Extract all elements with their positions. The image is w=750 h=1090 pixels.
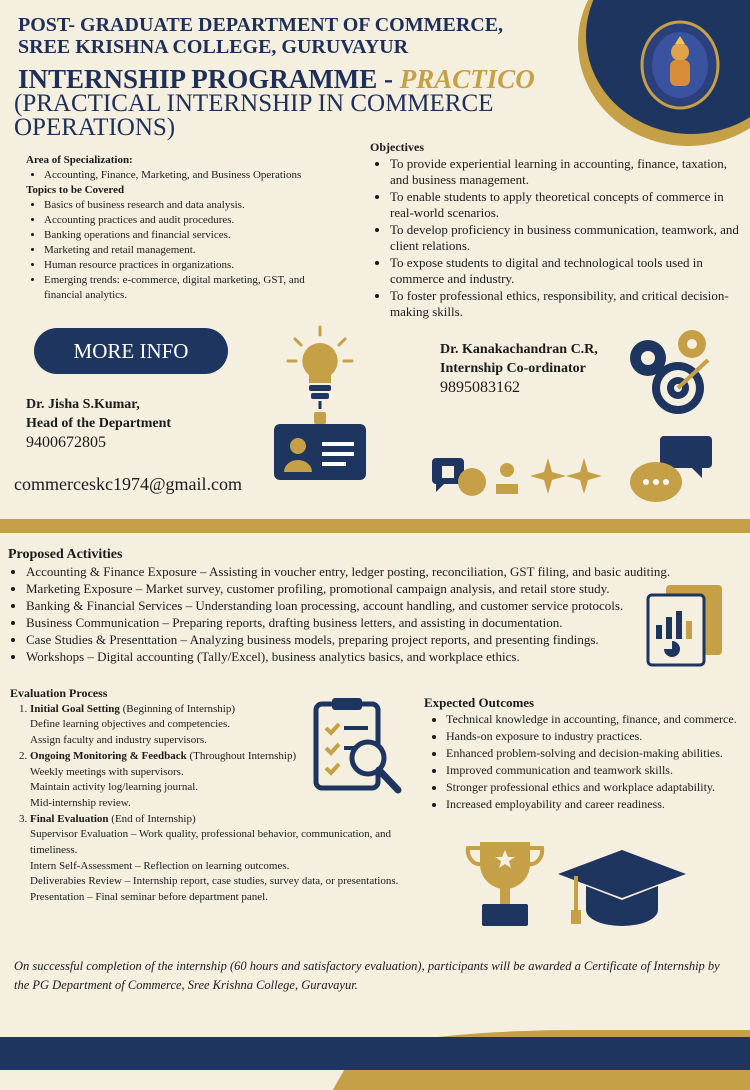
objectives-list bbox=[370, 156, 740, 321]
outcomes-section bbox=[424, 694, 744, 813]
step-line: Weekly meetings with supervisors. bbox=[30, 765, 184, 778]
programme-subtitle: (PRACTICAL INTERNSHIP IN COMMERCE OPERATIONS) bbox=[14, 90, 494, 141]
evaluation-step bbox=[30, 812, 410, 906]
list-item: • Business Communication – Preparing reports, drafting business letters, and assisting in documentation. bbox=[26, 614, 698, 631]
trophy-icon bbox=[464, 838, 546, 928]
id-card-icon bbox=[274, 412, 366, 480]
list-item: • Basics of business research and data analysis. bbox=[44, 198, 326, 213]
department-line-2: SREE KRISHNA COLLEGE, GURUVAYUR bbox=[18, 36, 409, 58]
step-when: (Beginning of Internship) bbox=[119, 702, 236, 715]
step-line: Assign faculty and industry supervisors. bbox=[30, 734, 207, 747]
department-line-1: POST- GRADUATE DEPARTMENT OF COMMERCE, bbox=[18, 14, 504, 36]
step-title: Ongoing Monitoring & Feedback bbox=[30, 749, 187, 762]
feedback-icons bbox=[430, 452, 610, 504]
programme-name: PRACTICO bbox=[399, 64, 535, 94]
section-divider bbox=[0, 519, 750, 533]
topics-heading: Topics to be Covered bbox=[26, 184, 125, 196]
evaluation-heading: Evaluation Process bbox=[10, 686, 108, 700]
step-when: (Throughout Internship) bbox=[186, 749, 297, 762]
activities-heading: Proposed Activities bbox=[8, 547, 123, 562]
list-item: • To provide experiential learning in accounting, finance, taxation, and business management. bbox=[390, 156, 740, 189]
list-item: • Improved communication and teamwork skills. bbox=[446, 762, 744, 779]
lightbulb-icon bbox=[285, 325, 355, 410]
list-item: • Technical knowledge in accounting, finance, and commerce. bbox=[446, 711, 744, 728]
list-item: • Enhanced problem-solving and decision-making abilities. bbox=[446, 745, 744, 762]
activities-section bbox=[8, 546, 698, 665]
college-emblem-icon bbox=[640, 20, 720, 110]
list-item: • Emerging trends: e-commerce, digital marketing, GST, and financial analytics. bbox=[44, 273, 326, 303]
hod-contact bbox=[26, 395, 171, 452]
list-item: • Human resource practices in organizations. bbox=[44, 258, 326, 273]
step-title: Initial Goal Setting bbox=[30, 702, 120, 715]
chat-bubbles-icon bbox=[628, 434, 714, 506]
list-item: • Accounting practices and audit procedures. bbox=[44, 213, 326, 228]
step-line: Deliverabies Review – Internship report, case studies, survey data, or presentations. bbox=[30, 875, 399, 888]
step-line: Intern Self-Assessment – Reflection on learning outcomes. bbox=[30, 859, 290, 872]
coordinator-contact bbox=[440, 340, 598, 397]
list-item: • Marketing and retail management. bbox=[44, 243, 326, 258]
report-charts-icon bbox=[644, 585, 726, 667]
step-line: Supervisor Evaluation – Work quality, professional behavior, communication, and timeliness. bbox=[30, 828, 391, 857]
step-line: Mid-internship review. bbox=[30, 796, 131, 809]
outcomes-list bbox=[424, 711, 744, 813]
activities-list bbox=[8, 563, 698, 665]
certificate-note: On successful completion of the internship (60 hours and satisfactory evaluation), participants will be awarded a Certificate of Internship by the PG Department of Commerce, Sree Krishna College, Guravayur. bbox=[14, 959, 720, 992]
topics-section bbox=[26, 153, 326, 303]
clipboard-checklist-icon bbox=[312, 696, 404, 794]
graduation-cap-icon bbox=[556, 848, 688, 928]
topics-list bbox=[26, 198, 326, 303]
more-info-button[interactable]: MORE INFO bbox=[34, 328, 228, 374]
list-item: • Hands-on exposure to industry practices. bbox=[446, 728, 744, 745]
step-line: Define learning objectives and competencies. bbox=[30, 718, 231, 731]
hod-title: Head of the Department bbox=[26, 416, 172, 431]
email-address: commerceskc1974@gmail.com bbox=[14, 474, 243, 494]
hod-phone: 9400672805 bbox=[26, 434, 106, 451]
list-item: • To foster professional ethics, responsibility, and critical decision-making skills. bbox=[390, 288, 740, 321]
coordinator-phone: 9895083162 bbox=[440, 379, 520, 396]
step-line: Maintain activity log/learning journal. bbox=[30, 781, 199, 794]
objectives-heading: Objectives bbox=[370, 140, 424, 154]
list-item: • Accounting, Finance, Marketing, and Business Operations bbox=[44, 168, 326, 183]
step-when: (End of Internship) bbox=[108, 812, 196, 825]
hod-name: Dr. Jisha S.Kumar, bbox=[26, 397, 140, 412]
list-item: • To expose students to digital and technological tools used in commerce and industry. bbox=[390, 255, 740, 288]
gears-target-icon bbox=[628, 326, 714, 416]
list-item: • Banking & Financial Services – Understanding loan processing, account handling, and customer service protocols. bbox=[26, 597, 698, 614]
list-item: • To enable students to apply theoretical concepts of commerce in real-world scenarios. bbox=[390, 189, 740, 222]
list-item: • Workshops – Digital accounting (Tally/Excel), business analytics basics, and workplace ethics. bbox=[26, 648, 698, 665]
list-item: • Banking operations and financial services. bbox=[44, 228, 326, 243]
step-line: Presentation – Final seminar before department panel. bbox=[30, 891, 268, 904]
specialization-heading: Area of Specialization: bbox=[26, 154, 133, 166]
programme-prefix: INTERNSHIP PROGRAMME - bbox=[18, 64, 400, 94]
list-item: • Stronger professional ethics and workplace adaptability. bbox=[446, 779, 744, 796]
list-item: • Increased employability and career readiness. bbox=[446, 796, 744, 813]
department-heading bbox=[18, 14, 503, 58]
specialization-list bbox=[26, 168, 326, 183]
step-title: Final Evaluation bbox=[30, 812, 109, 825]
list-item: • Marketing Exposure – Market survey, customer profiling, promotional campaign analysis, and retail store study. bbox=[26, 580, 698, 597]
objectives-section bbox=[370, 139, 740, 321]
outcomes-heading: Expected Outcomes bbox=[424, 695, 535, 710]
footer-navy-band bbox=[0, 1037, 750, 1070]
list-item: • To develop proficiency in business communication, teamwork, and client relations. bbox=[390, 222, 740, 255]
coordinator-name: Dr. Kanakachandran C.R, bbox=[440, 342, 598, 357]
list-item: • Accounting & Finance Exposure – Assisting in voucher entry, ledger posting, reconciliation, GST filing, and basic auditing. bbox=[26, 563, 698, 580]
list-item: • Case Studies & Presenttation – Analyzing business models, preparing project reports, and presenting findings. bbox=[26, 631, 698, 648]
coordinator-title: Internship Co-ordinator bbox=[440, 361, 586, 376]
